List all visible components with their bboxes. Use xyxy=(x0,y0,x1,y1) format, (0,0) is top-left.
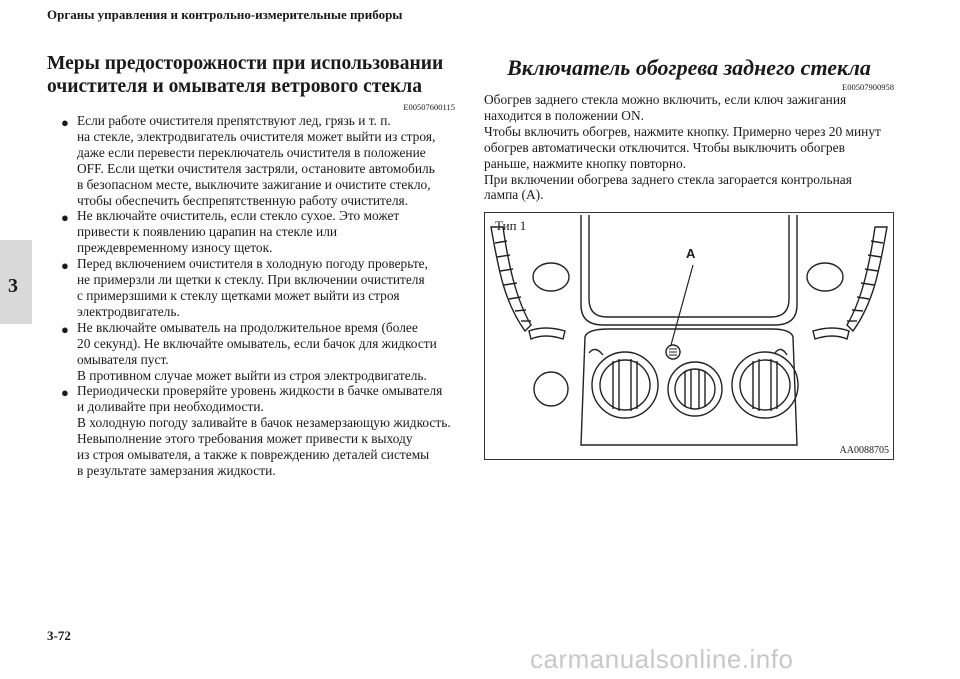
center-display-frame xyxy=(581,215,797,325)
defogger-section xyxy=(484,55,894,203)
chapter-number: 3 xyxy=(8,275,18,297)
right-air-vent-icon xyxy=(847,227,887,331)
figure-code: AA0088705 xyxy=(839,445,889,456)
left-wing-button xyxy=(589,349,603,355)
list-item xyxy=(47,256,455,320)
left-air-vent-icon xyxy=(491,227,531,331)
bullet-icon: ● xyxy=(61,258,69,274)
list-item-text: Если работе очистителя препятствуют лед, грязь и т. п. на стекле, электродвигатель очистителя может выйти из строя, даже если перевести переключатель очистителя в положение OFF. Если щетки очистителя застряли, остановите автомобиль в безопасном месте, выключите зажигание и очистите стекло, чтобы обеспечить беспрепятственную работу очистителя. xyxy=(77,113,436,208)
running-header: Органы управления и контрольно-измерительные приборы xyxy=(47,7,403,22)
callout-leader-line xyxy=(671,265,693,345)
section-code: E00507600115 xyxy=(403,102,455,112)
watermark: carmanualsonline.info xyxy=(530,644,794,674)
section-title-line2: очистителя и омывателя ветрового стекла xyxy=(47,76,422,97)
mode-knob-icon xyxy=(732,352,798,418)
defogger-title: Включатель обогрева заднего стекла xyxy=(507,55,871,80)
bullet-icon: ● xyxy=(61,115,69,130)
list-item-text: Не включайте очиститель, если стекло сухое. Это может привести к появлению царапин на стекле или преждевременному износу щеток. xyxy=(77,208,400,256)
list-item-text: Перед включением очистителя в холодную погоду проверьте, не примерзли ли щетки к стеклу. При включении очистителя с примерзшими к стеклу щетками может выйти из строя электродвигатель. xyxy=(77,256,428,319)
list-item xyxy=(47,320,455,384)
callout-label: A xyxy=(686,246,696,261)
bullet-icon: ● xyxy=(61,321,69,337)
left-upper-button xyxy=(533,263,569,291)
list-item xyxy=(47,383,455,478)
round-button xyxy=(534,372,568,406)
right-slot xyxy=(813,328,849,339)
page-number: 3-72 xyxy=(47,628,71,643)
temperature-knob-icon xyxy=(592,352,658,418)
defogger-body-text: Обогрев заднего стекла можно включить, если ключ зажигания находится в положении ON. Чтобы включить обогрев, нажмите кнопку. Примерно через 20 минут обогрев автоматически отключится. Чтобы выключить обогрев раньше, нажмите кнопку повторно. При включении обогрева заднего стекла загорается контрольная лампа (A). xyxy=(484,92,881,203)
figure-variant-label: Тип 1 xyxy=(495,218,527,233)
rear-defogger-button-icon xyxy=(666,345,680,359)
list-item xyxy=(47,208,455,256)
fan-speed-knob-icon xyxy=(668,362,722,416)
bullet-icon: ● xyxy=(61,210,69,226)
list-item xyxy=(47,113,455,208)
defogger-code: E00507900958 xyxy=(842,82,894,92)
right-upper-button xyxy=(807,263,843,291)
dashboard-figure xyxy=(484,212,894,460)
precautions-list xyxy=(47,113,455,479)
section-title-line1: Меры предосторожности при использовании xyxy=(47,53,444,74)
list-item-text: Периодически проверяйте уровень жидкости в бачке омывателя и доливайте при необходимости. В холодную погоду заливайте в бачок незамерзающую жидкость. Невыполнение этого требования может привести к выходу из строя омывателя, а также к повреждению деталей системы в результате замерзания жидкости. xyxy=(77,383,451,478)
list-item-text: Не включайте омыватель на продолжительное время (более 20 секунд). Не включайте омыватель, если бачок для жидкости омывателя пуст. В противном случае может выйти из строя электродвигатель. xyxy=(77,319,437,383)
left-slot xyxy=(529,328,565,339)
bullet-icon: ● xyxy=(61,385,69,401)
precautions-section xyxy=(47,52,455,479)
section-title xyxy=(47,52,455,98)
